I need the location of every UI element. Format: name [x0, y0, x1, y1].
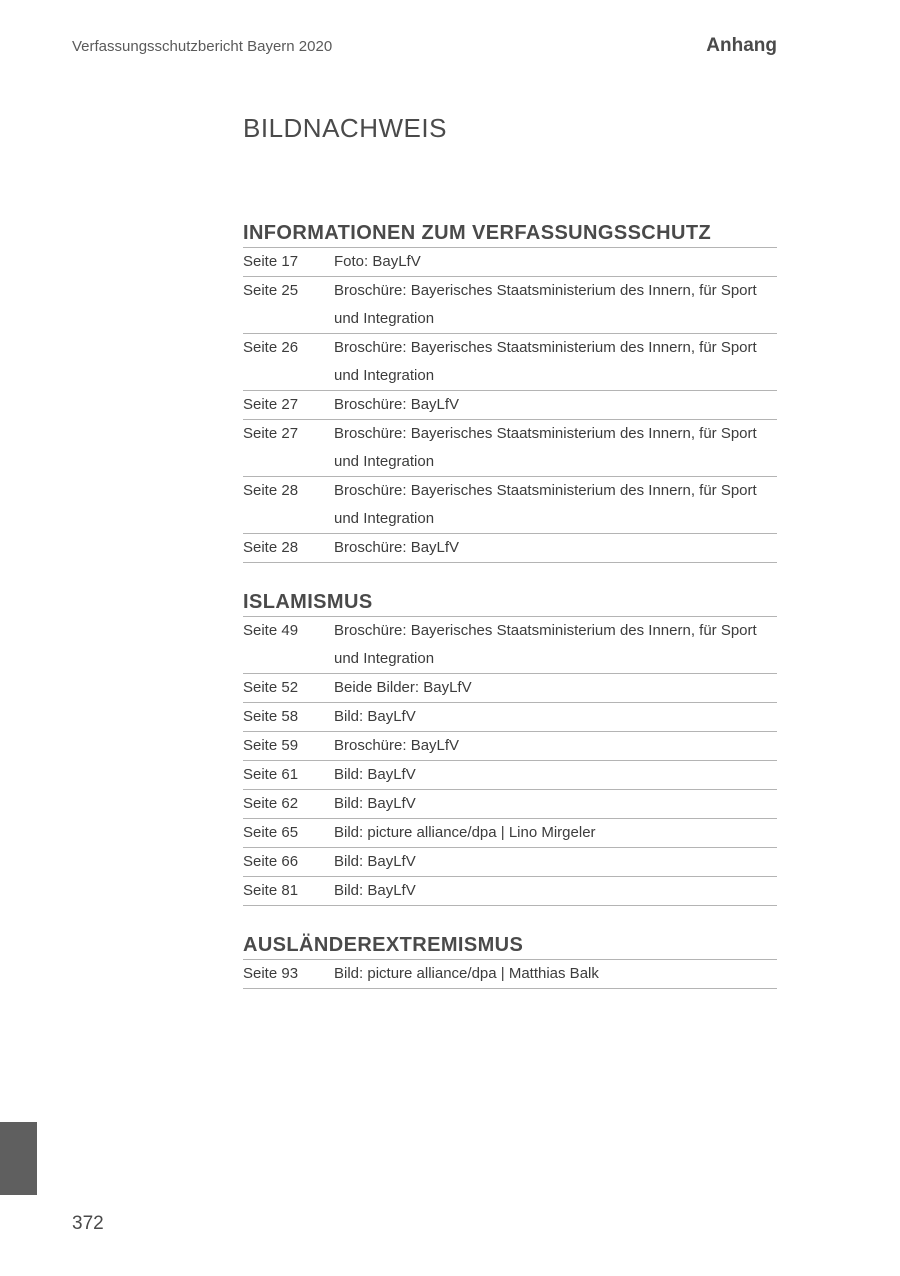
page-cell: Seite 27: [243, 396, 299, 413]
table-row: [243, 334, 777, 391]
section-title: AUSLÄNDEREXTREMISMUS: [243, 934, 777, 960]
page-cell: Seite 62: [243, 795, 299, 812]
page-cell: Seite 28: [243, 539, 299, 556]
source-cell: Bild: BayLfV: [334, 766, 416, 783]
source-cell: Broschüre: Bayerisches Staatsministerium des Innern, für Sport und Integration: [334, 425, 757, 470]
table-row: [243, 674, 777, 703]
credits-content: [243, 222, 777, 1017]
page-cell: Seite 25: [243, 282, 299, 299]
table-row: [243, 877, 777, 906]
section-informationen: [243, 222, 777, 563]
source-cell: Broschüre: Bayerisches Staatsministerium des Innern, für Sport und Integration: [334, 339, 757, 384]
table-row: [243, 848, 777, 877]
source-cell: Bild: BayLfV: [334, 853, 416, 870]
chapter-tab-marker: [0, 1122, 37, 1195]
table-row: [243, 277, 777, 334]
running-header-title: Verfassungsschutzbericht Bayern 2020: [72, 38, 333, 55]
source-cell: Beide Bilder: BayLfV: [334, 679, 472, 696]
table-row: [243, 617, 777, 674]
section-title: INFORMATIONEN ZUM VERFASSUNGSSCHUTZ: [243, 222, 777, 248]
source-cell: Broschüre: BayLfV: [334, 737, 460, 754]
table-row: [243, 534, 777, 563]
page-title: BILDNACHWEIS: [243, 113, 447, 144]
section-auslaenderextremismus: [243, 934, 777, 989]
source-cell: Broschüre: Bayerisches Staatsministerium des Innern, für Sport und Integration: [334, 622, 757, 667]
page-cell: Seite 93: [243, 965, 299, 982]
page-number: 372: [72, 1213, 104, 1234]
source-cell: Broschüre: BayLfV: [334, 396, 460, 413]
section-title: ISLAMISMUS: [243, 591, 777, 617]
table-row: [243, 248, 777, 277]
page-cell: Seite 26: [243, 339, 299, 356]
section-islamismus: [243, 591, 777, 906]
source-cell: Bild: picture alliance/dpa | Lino Mirgeler: [334, 824, 596, 841]
page-cell: Seite 27: [243, 425, 299, 442]
source-cell: Bild: picture alliance/dpa | Matthias Balk: [334, 965, 599, 982]
page-cell: Seite 17: [243, 253, 299, 270]
source-cell: Broschüre: Bayerisches Staatsministerium des Innern, für Sport und Integration: [334, 482, 757, 527]
source-cell: Bild: BayLfV: [334, 882, 416, 899]
page-cell: Seite 59: [243, 737, 299, 754]
running-header-chapter: Anhang: [706, 35, 777, 56]
page-cell: Seite 65: [243, 824, 299, 841]
source-cell: Broschüre: Bayerisches Staatsministerium des Innern, für Sport und Integration: [334, 282, 757, 327]
table-row: [243, 732, 777, 761]
source-cell: Broschüre: BayLfV: [334, 539, 460, 556]
page-cell: Seite 81: [243, 882, 299, 899]
table-row: [243, 761, 777, 790]
page-cell: Seite 58: [243, 708, 299, 725]
page-cell: Seite 49: [243, 622, 299, 639]
page-cell: Seite 61: [243, 766, 299, 783]
page-cell: Seite 28: [243, 482, 299, 499]
table-row: [243, 703, 777, 732]
table-row: [243, 391, 777, 420]
table-row: [243, 790, 777, 819]
page-cell: Seite 66: [243, 853, 299, 870]
table-row: [243, 819, 777, 848]
source-cell: Foto: BayLfV: [334, 253, 421, 270]
table-row: [243, 960, 777, 989]
source-cell: Bild: BayLfV: [334, 795, 416, 812]
source-cell: Bild: BayLfV: [334, 708, 416, 725]
table-row: [243, 420, 777, 477]
table-row: [243, 477, 777, 534]
page-cell: Seite 52: [243, 679, 299, 696]
